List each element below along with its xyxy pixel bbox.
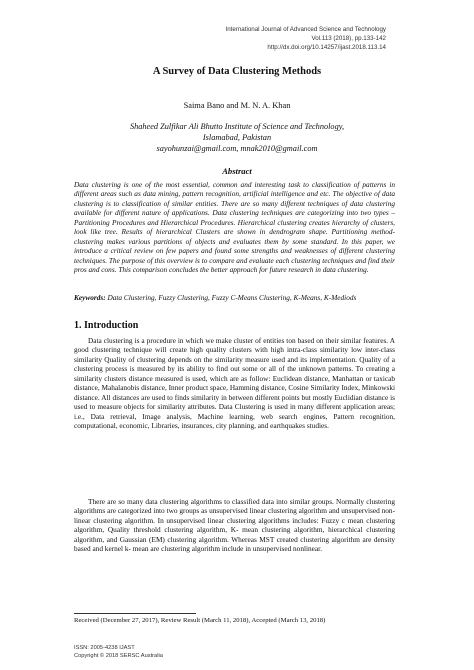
page-footer <box>74 644 163 660</box>
received-dates: Received (December 27, 2017), Review Result (March 11, 2018), Accepted (March 13, 2018) <box>74 617 326 624</box>
doi-link[interactable]: http://dx.doi.org/10.14257/ijast.2018.113.14 <box>267 44 386 51</box>
author-emails[interactable]: sayohunzai@gmail.com, mnak2010@gmail.com <box>156 144 318 153</box>
affiliation-location: Islamabad, Pakistan <box>202 133 272 142</box>
affiliation-institute: Shaheed Zulfikar Ali Bhutto Institute of Science and Technology, <box>129 122 345 131</box>
author-affiliation <box>0 121 474 154</box>
keywords-list: Data Clustering, Fuzzy Clustering, Fuzzy C-Means Clustering, K-Means, K-Mediods <box>105 293 357 302</box>
section-heading-introduction: 1. Introduction <box>74 320 139 331</box>
copyright-notice: Copyright © 2018 SERSC Australia <box>74 653 163 659</box>
journal-header <box>40 25 386 52</box>
issn-label: ISSN: 2005-4238 IJAST <box>74 645 135 651</box>
intro-paragraph-1: Data clustering is a procedure in which we make cluster of entities ton based on their similar features. A good clustering technique will create high quality clusters with high intra-class similarity low inter-class similarity Quality of clustering depends on the similarity measure used and its implementation. Quality of a clustering process is measured by its ability to find out some or all of the unknown patterns. To creating a similarity clusters distance measured is used, which are as follow: Euclidean distance, Manhattan or taxicab distance, Mahalanobis distance, Inner product space, Hamming distance, Cosine Similarity Index, Minkowski distance. All distances are used to finds similarity in between different points but mostly Euclidian distance is used to measure objects for similarity attributes. Data Clustering is used in many different application areas; i.e., Data retrieval, Image analysis, Machine learning, web search engines, Pattern recognition, computational, economic, Libraries, insurances, city planning, and earthquakes studies. <box>74 336 395 431</box>
footnote-divider <box>74 613 196 614</box>
abstract-heading: Abstract <box>222 166 252 176</box>
paper-authors: Saima Bano and M. N. A. Khan <box>183 101 291 110</box>
journal-name: International Journal of Advanced Science and Technology <box>225 26 386 33</box>
keywords-label: Keywords: <box>74 293 106 302</box>
journal-volume: Vol.113 (2018), pp.133-142 <box>311 35 386 42</box>
abstract-text: Data clustering is one of the most essential, common and interesting task to classification of patterns in different areas such as data mining, pattern recognition, artificial intelligence and etc. The objective of data clustering is to classification of similar entities. There are so many different techniques of data clustering available for different nature of applications. Data clustering techniques are categorizing into two types – Partitioning Procedures and Hierarchical Procedures. Hierarchical clustering creates hierarchy of clusters, look like tree. Results of hierarchical Clusters are shown in dendrogram shape. Partitioning method-clustering makes various partitions of objects and evaluates them by some standard. In this paper, we introduce a critical review on few papers and found some strengths and weaknesses of different clustering techniques. The purpose of this overview is to compare and evaluate each clustering techniques and find their pros and cons. This comparison concludes the better approach for future research in data clustering. <box>74 180 395 275</box>
keywords-block <box>74 293 395 303</box>
intro-paragraph-2: There are so many data clustering algorithms to classified data into similar groups. Normally clustering algorithms are categorized into two groups as unsupervised linear clustering algorithm and unsupervised non-linear clustering algorithm. In unsupervised linear clustering algorithms includes: Fuzzy c mean clustering algorithm, Quality threshold clustering algorithm, K- mean clustering algorithm, hierarchical clustering algorithm, and Gaussian (EM) clustering algorithm. Whereas MST created clustering algorithm are density based and kernel k- mean are clustering algorithm include in unsupervised nonlinear. <box>74 497 395 554</box>
paper-title: A Survey of Data Clustering Methods <box>152 66 322 77</box>
